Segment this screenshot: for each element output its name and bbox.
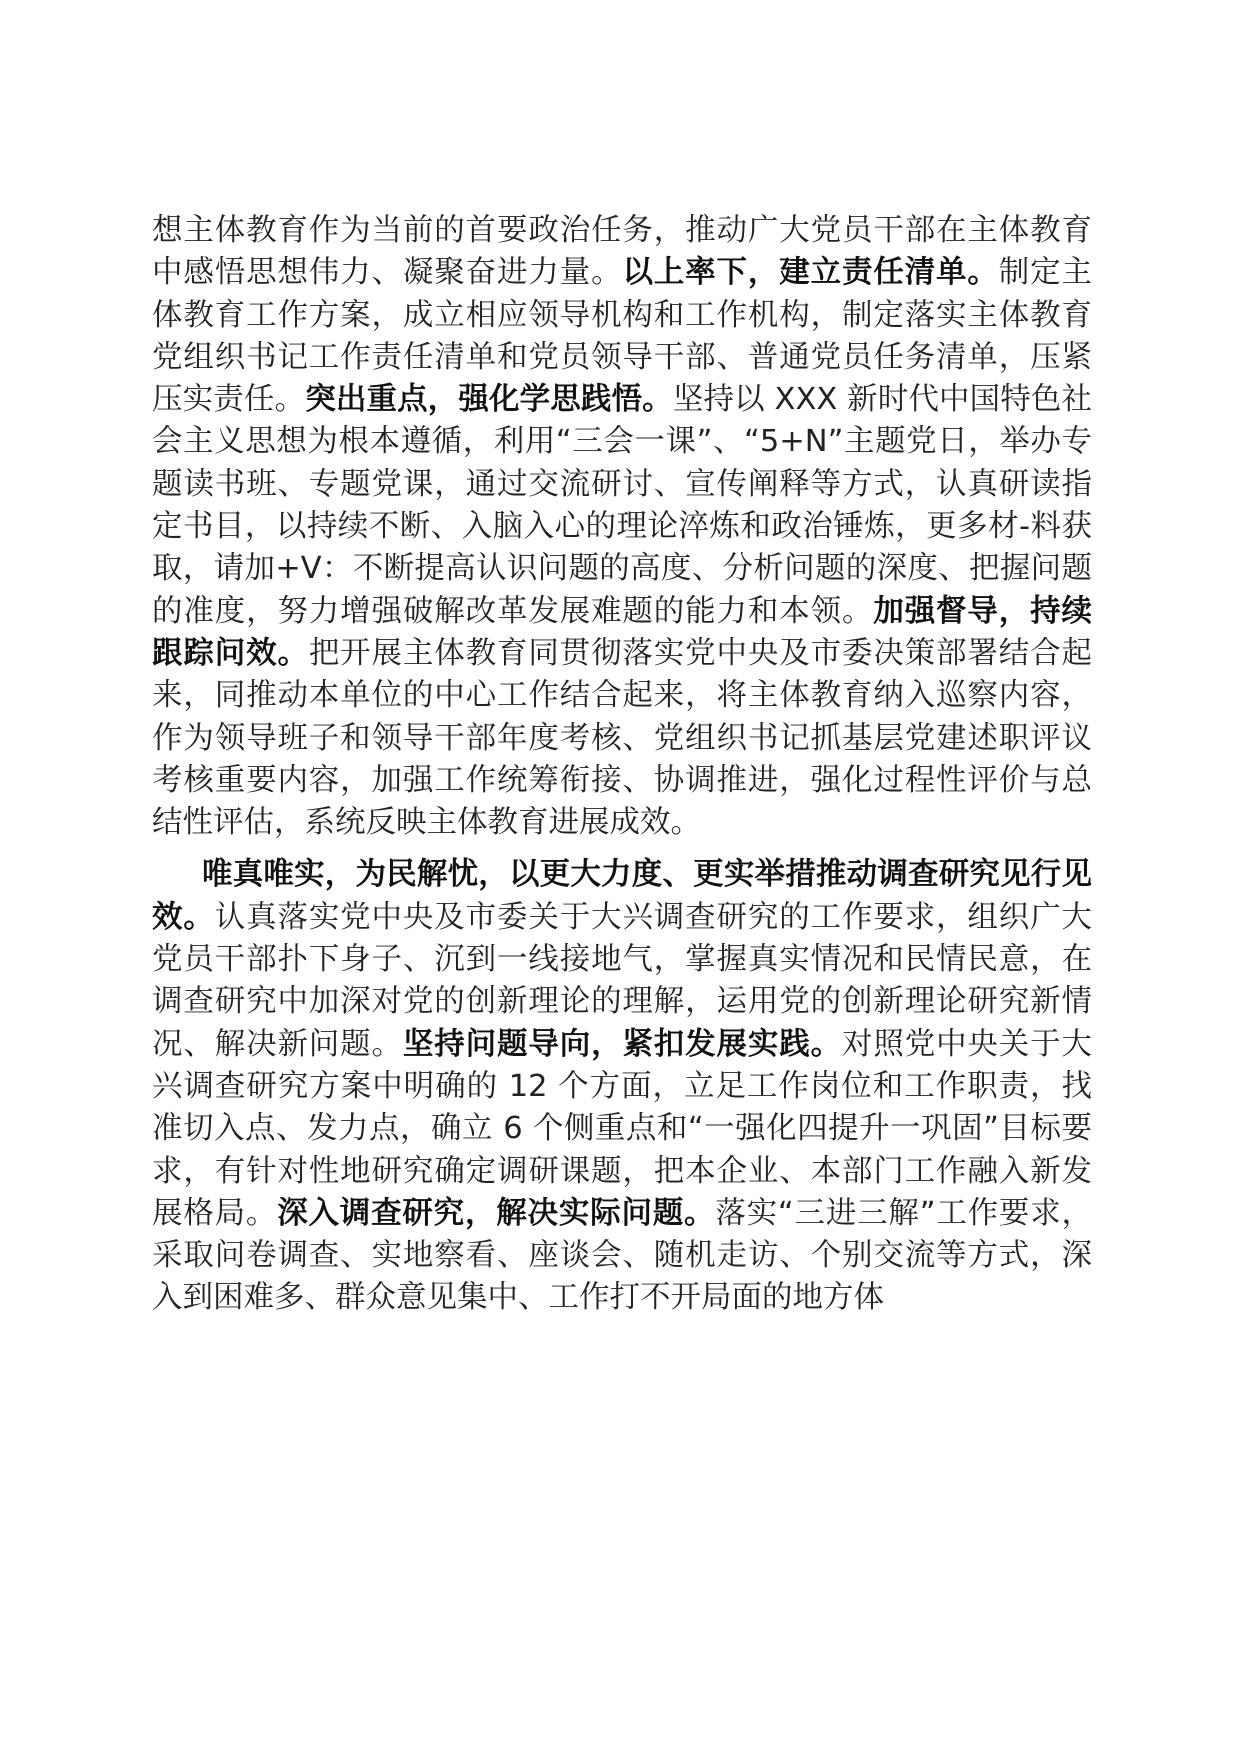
paragraph-1 (152, 210, 1092, 844)
paragraph-1-text-2: 制定主体教育工作方案，成立相应领导机构和工作机构，制定落实主体教育党组织书记工作责任清单和党员领导干部、普通党员任务清单，压紧压实责任。 (152, 255, 1093, 418)
paragraph-2-heading-3: 深入调查研究，解决实际问题。 (277, 1195, 716, 1231)
paragraph-1-text-1: 想主体教育作为当前的首要政治任务，推动广大党员干部在主体教育中感悟思想伟力、凝聚奋进力量。 (152, 213, 1092, 291)
paragraph-2-text-3: 落实“三进三解”工作要求，采取问卷调查、实地察看、座谈会、随机走访、个别交流等方式，深入到困难多、群众意见集中、工作打不开局面的地方体 (152, 1195, 1093, 1316)
paragraph-1-heading-1: 以上率下，建立责任清单。 (622, 255, 999, 291)
document-page (152, 210, 1092, 1320)
paragraph-2-text-1: 认真落实党中央及市委关于大兴调查研究的工作要求，组织广大党员干部扑下身子、沉到一线接地气，掌握真实情况和民情民意，在调查研究中加深对党的创新理论的理解，运用党的创新理论研究新情况、解决新问题。 (152, 899, 1093, 1062)
paragraph-1-text-4: 把开展主体教育同贯彻落实党中央及市委决策部署结合起来，同推动本单位的中心工作结合起来，将主体教育纳入巡察内容，作为领导班子和领导干部年度考核、党组织书记抓基层党建述职评议考核重要内容，加强工作统筹衔接、协调推进，强化过程性评价与总结性评估，系统反映主体教育进展成效。 (152, 635, 1093, 841)
paragraph-2-heading-1: 唯真唯实，为民解忧，以更大力度、更实举措推动调查研究见行见效。 (152, 857, 1092, 935)
paragraph-1-text-3: 坚持以 XXX 新时代中国特色社会主义思想为根本遵循，利用“三会一课”、“5+N”主题党日，举办专题读书班、专题党课，通过交流研讨、宣传阐释等方式，认真研读指定书目，以持续不断、入脑入心的理论淬炼和政治锤炼，更多材-料获取，请加+V：不断提高认识问题的高度、分析问题的深度、把握问题的准度，努力增强破解改革发展难题的能力和本领。 (152, 382, 1093, 629)
paragraph-1-heading-3: 加强督导，持续跟踪问效。 (152, 593, 1093, 671)
paragraph-1-heading-2: 突出重点，强化学思践悟。 (305, 382, 673, 418)
paragraph-2-heading-2: 坚持问题导向，紧扣发展实践。 (402, 1026, 842, 1062)
paragraph-2 (152, 854, 1092, 1319)
paragraph-2-text-2: 对照党中央关于大兴调查研究方案中明确的 12 个方面，立足工作岗位和工作职责，找准切入点、发力点，确立 6 个侧重点和“一强化四提升一巩固”目标要求，有针对性地研究确定调研课题，把本企业、本部门工作融入新发展格局。 (152, 1026, 1093, 1231)
